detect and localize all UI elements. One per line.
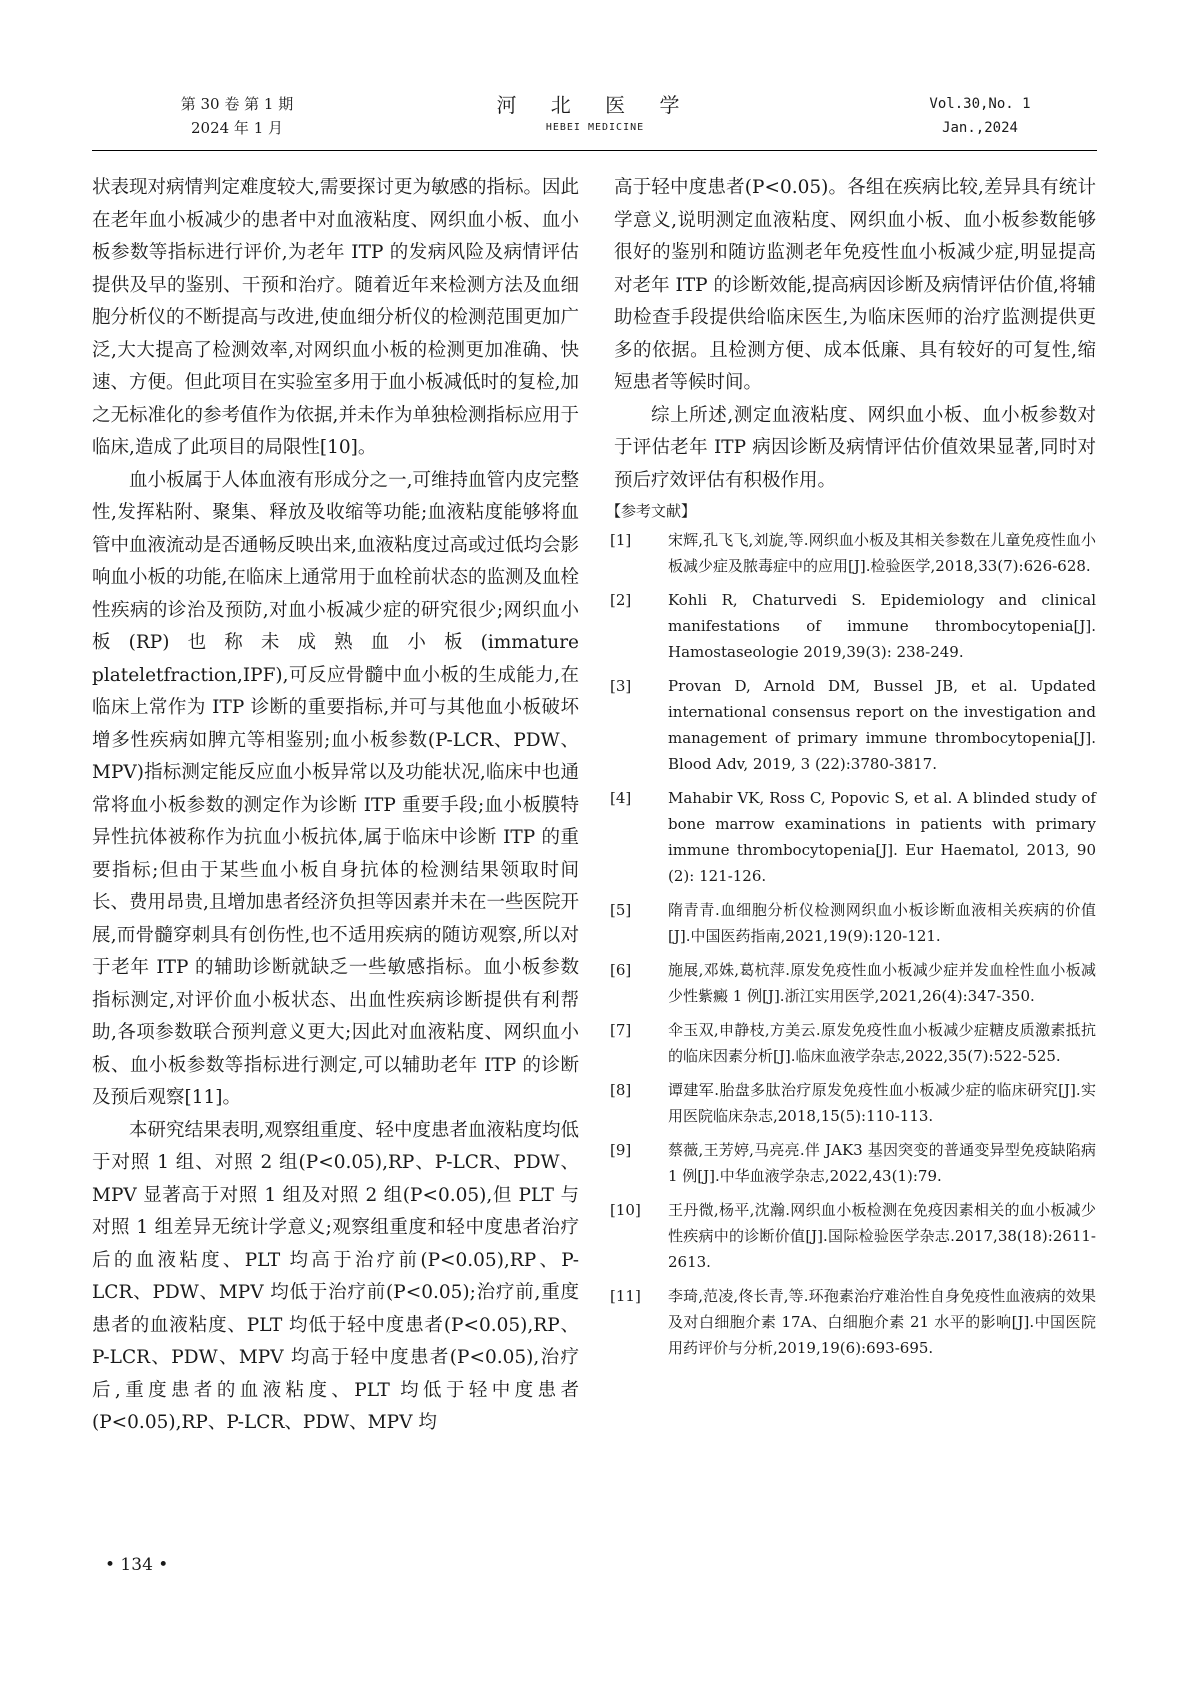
reference-number: [3] (610, 677, 632, 695)
header-volume-en (905, 92, 1055, 140)
header-date: 2024 年 1 月 (190, 119, 284, 137)
reference-item (610, 785, 1096, 889)
body-paragraph: 高于轻中度患者(P<0.05)。各组在疾病比较,差异具有统计学意义,说明测定血液粘度、网织血小板、血小板参数能够很好的鉴别和随访监测老年免疫性血小板减少症,明显提高对老年 ITP 的诊断效能,提高病因诊断及病情评估价值,将辅助检查手段提供给临床医生,为临床医师的治疗监测提供更多的依据。且检测方便、成本低廉、具有较好的可复性,缩短患者等候时间。 (614, 177, 1096, 393)
header-volume-number: Vol.30,No. 1 (929, 96, 1031, 112)
body-paragraph: 综上所述,测定血液粘度、网织血小板、血小板参数对于评估老年 ITP 病因诊断及病情评估价值效果显著,同时对预后疗效评估有积极作用。 (614, 404, 1096, 491)
reference-text: 王丹微,杨平,沈瀚.网织血小板检测在免疫因素相关的血小板减少性疾病中的诊断价值[J].国际检验医学杂志.2017,38(18):2611-2613. (668, 1201, 1096, 1271)
journal-subtitle: HEBEI MEDICINE (545, 122, 645, 133)
reference-text: 隋青青.血细胞分析仪检测网织血小板诊断血液相关疾病的价值[J].中国医药指南,2021,19(9):120-121. (668, 901, 1096, 945)
reference-text: Kohli R, Chaturvedi S. Epidemiology and clinical manifestations of immune thrombocytopenia[J]. Hamostaseologie 2019,39(3): 238-249. (668, 591, 1096, 661)
body-paragraph: 血小板属于人体血液有形成分之一,可维持血管内皮完整性,发挥粘附、聚集、释放及收缩等功能;血液粘度能够将血管中血液流动是否通畅反映出来,血液粘度过高或过低均会影响血小板的功能,在临床上通常用于血栓前状态的监测及血栓性疾病的诊治及预防,对血小板减少症的研究很少;网织血小板(RP)也称未成熟血小板(immature plateletfraction,IPF),可反应骨髓中血小板的生成能力,在临床上常作为 ITP 诊断的重要指标,并可与其他血小板破坏增多性疾病如脾亢等相鉴别;血小板参数(P-LCR、PDW、MPV)指标测定能反应血小板异常以及功能状况,临床中也通常将血小板参数的测定作为诊断 ITP 重要手段;血小板膜特异性抗体被称作为抗血小板抗体,属于临床中诊断 ITP 的重要指标;但由于某些血小板自身抗体的检测结果领取时间长、费用昂贵,且增加患者经济负担等因素并未在一些医院开展,而骨髓穿刺具有创伤性,也不适用疾病的随访观察,所以对于老年 ITP 的辅助诊断就缺乏一些敏感指标。血小板参数指标测定,对评价血小板状态、出血性疾病诊断提供有利帮助,各项参数联合预判意义更大;因此对血液粘度、网织血小板、血小板参数等指标进行测定,可以辅助老年 ITP 的诊断及预后观察[11]。 (92, 469, 579, 1108)
reference-item (610, 1017, 1096, 1069)
reference-text: 李琦,范凌,佟长青,等.环孢素治疗难治性自身免疫性血液病的效果及对白细胞介素 17A、白细胞介素 21 水平的影响[J].中国医院用药评价与分析,2019,19(6):693-695. (668, 1287, 1096, 1357)
reference-number: [4] (610, 789, 632, 807)
reference-item (610, 1283, 1096, 1361)
reference-number: [7] (610, 1021, 632, 1039)
reference-item (610, 587, 1096, 665)
reference-number: [9] (610, 1141, 632, 1159)
reference-text: Provan D, Arnold DM, Bussel JB, et al. Updated international consensus report on the investigation and management of primary immune thrombocytopenia[J]. Blood Adv, 2019, 3 (22):3780-3817. (668, 677, 1096, 773)
reference-text: 宋辉,孔飞飞,刘旋,等.网织血小板及其相关参数在儿童免疫性血小板减少症及脓毒症中的应用[J].检验医学,2018,33(7):626-628. (668, 531, 1096, 575)
reference-item (610, 673, 1096, 777)
header-volume-issue: 第 30 卷 第 1 期 (180, 95, 294, 113)
reference-number: [11] (610, 1287, 641, 1305)
reference-text: 施展,邓姝,葛杭萍.原发免疫性血小板减少症并发血栓性血小板减少性紫癜 1 例[J].浙江实用医学,2021,26(4):347-350. (668, 961, 1096, 1005)
reference-item (610, 1197, 1096, 1275)
header-journal (395, 92, 795, 138)
reference-item (610, 897, 1096, 949)
header-rule (92, 150, 1097, 151)
reference-number: [10] (610, 1201, 641, 1219)
reference-item (610, 957, 1096, 1009)
journal-title: 河 北 医 学 (496, 93, 694, 117)
body-paragraph: 本研究结果表明,观察组重度、轻中度患者血液粘度均低于对照 1 组、对照 2 组(P<0.05),RP、P-LCR、PDW、MPV 显著高于对照 1 组及对照 2 组(P<0.05),但 PLT 与对照 1 组差异无统计学意义;观察组重度和轻中度患者治疗后的血液粘度、PLT 均高于治疗前(P<0.05),RP、P-LCR、PDW、MPV 均低于治疗前(P<0.05);治疗前,重度患者的血液粘度、PLT 均低于轻中度患者(P<0.05),RP、P-LCR、PDW、MPV 均高于轻中度患者(P<0.05),治疗后,重度患者的血液粘度、PLT 均低于轻中度患者(P<0.05),RP、P-LCR、PDW、MPV 均 (92, 1119, 579, 1433)
body-paragraph: 状表现对病情判定难度较大,需要探讨更为敏感的指标。因此在老年血小板减少的患者中对血液粘度、网织血小板、血小板参数等指标进行评价,为老年 ITP 的发病风险及病情评估提供及早的鉴别、干预和治疗。随着近年来检测方法及血细胞分析仪的不断提高与改进,使血细分析仪的检测范围更加广泛,大大提高了检测效率,对网织血小板的检测更加准确、快速、方便。但此项目在实验室多用于血小板减低时的复检,加之无标准化的参考值作为依据,并未作为单独检测指标应用于临床,造成了此项目的局限性[10]。 (92, 177, 579, 458)
reference-number: [1] (610, 531, 632, 549)
reference-number: [6] (610, 961, 632, 979)
header-date-en: Jan.,2024 (942, 120, 1018, 136)
reference-text: 蔡薇,王芳婷,马亮亮.伴 JAK3 基因突变的普通变异型免疫缺陷病 1 例[J].中华血液学杂志,2022,43(1):79. (668, 1141, 1096, 1185)
reference-item (610, 1077, 1096, 1129)
reference-text: Mahabir VK, Ross C, Popovic S, et al. A blinded study of bone marrow examinations in patients with primary immune thrombocytopenia[J]. Eur Haematol, 2013, 90 (2): 121-126. (668, 789, 1096, 885)
reference-item (610, 527, 1096, 579)
reference-list (610, 527, 1096, 1361)
reference-item (610, 1137, 1096, 1189)
reference-number: [8] (610, 1081, 632, 1099)
reference-number: [2] (610, 591, 632, 609)
reference-text: 谭建军.胎盘多肽治疗原发免疫性血小板减少症的临床研究[J].实用医院临床杂志,2018,15(5):110-113. (668, 1081, 1096, 1125)
reference-text: 伞玉双,申静枝,方美云.原发免疫性血小板减少症糖皮质激素抵抗的临床因素分析[J].临床血液学杂志,2022,35(7):522-525. (668, 1021, 1096, 1065)
references-heading: 【参考文献】 (606, 502, 697, 520)
header-volume-info (172, 92, 302, 140)
reference-number: [5] (610, 901, 632, 919)
right-column (606, 172, 1096, 1369)
left-column (92, 172, 579, 1440)
page-number: • 134 • (105, 1555, 169, 1575)
